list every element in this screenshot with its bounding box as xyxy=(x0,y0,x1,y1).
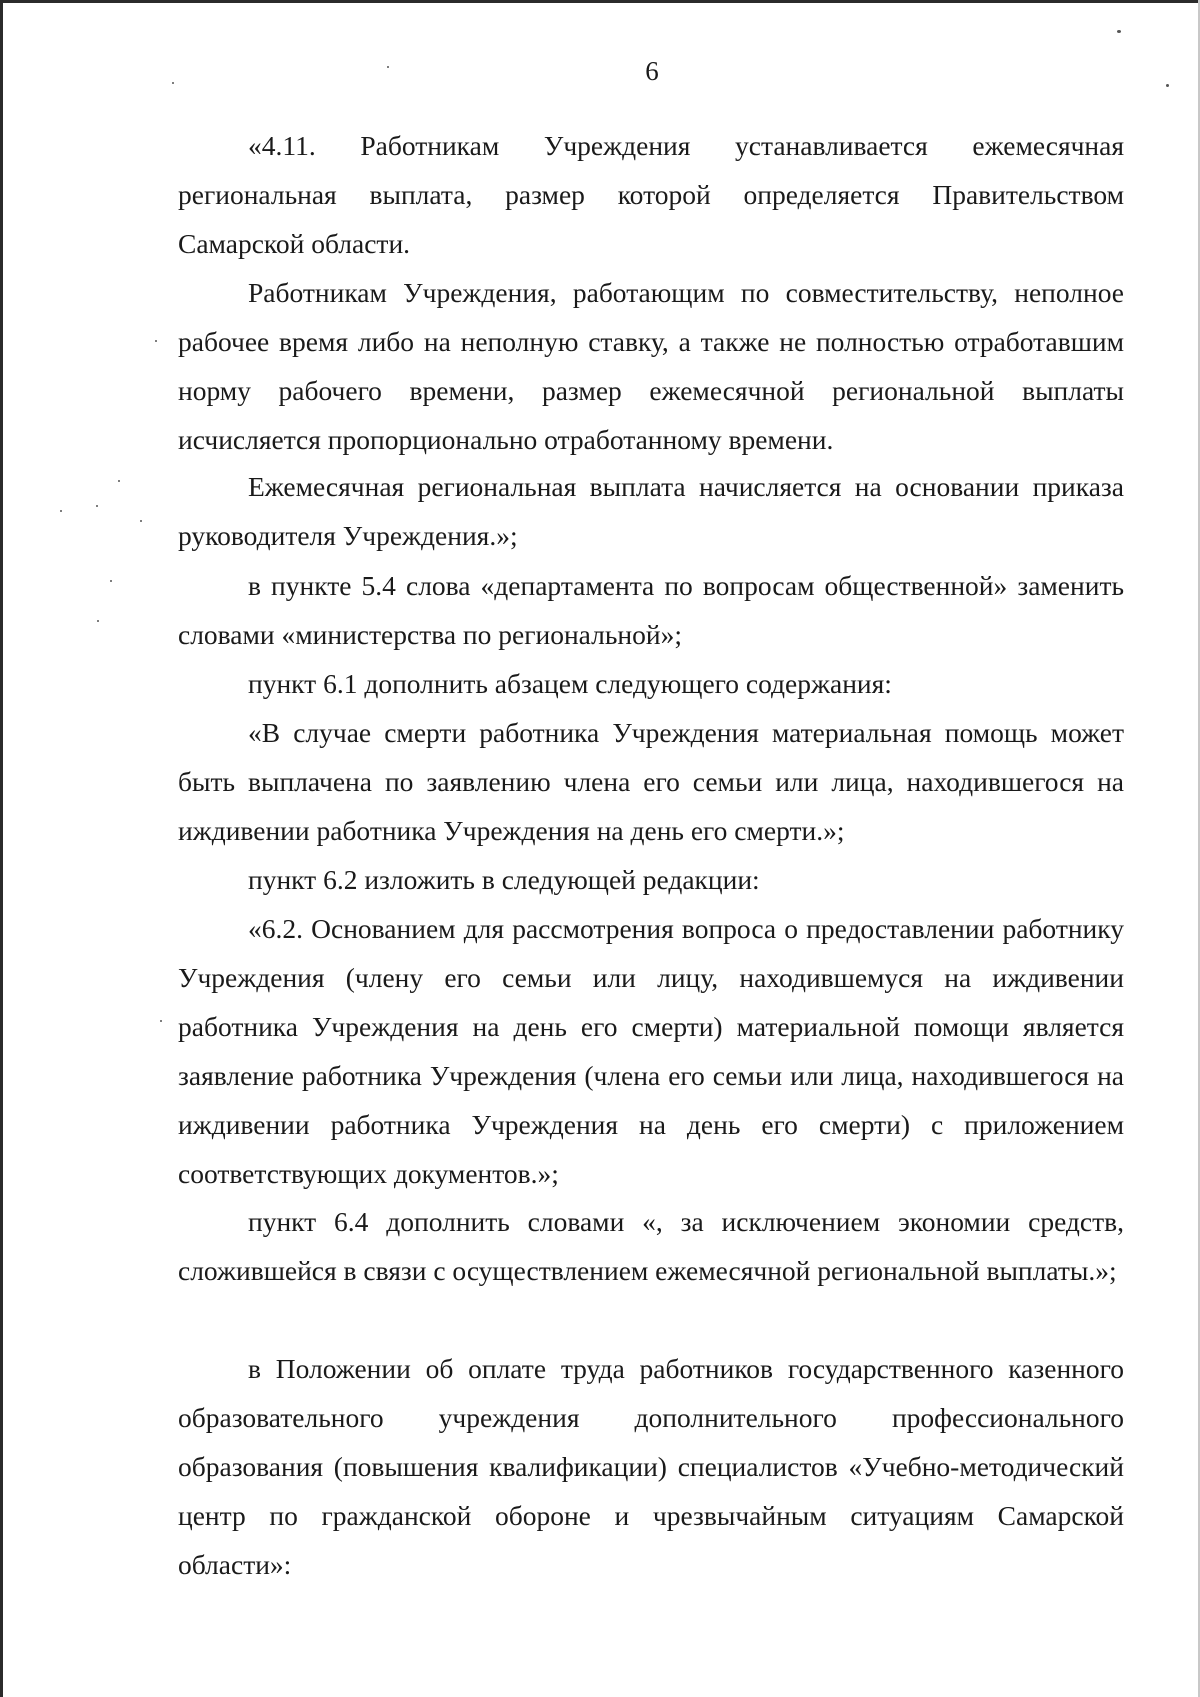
paragraph-clause-6-1: пункт 6.1 дополнить абзацем следующего содержания: xyxy=(248,668,892,699)
scan-speck xyxy=(140,520,142,522)
scan-border-left xyxy=(0,0,3,1697)
scan-speck xyxy=(155,340,157,342)
paragraph-6-2-text: «6.2. Основанием для рассмотрения вопроса о предоставлении работнику Учреждения (члену его семьи или лицу, находившемуся на иждивении работника Учреждения на день его смерти) материальной помощи является заявление работника Учреждения (члена его семьи или лица, находившегося на иждивении работника Учреждения на день его смерти) с приложением соответствующих документов.»; xyxy=(178,913,1124,1189)
scan-speck xyxy=(118,480,120,482)
paragraph-clause-6-2: пункт 6.2 изложить в следующей редакции: xyxy=(248,864,760,895)
scan-speck xyxy=(96,505,98,507)
paragraph-death-case: «В случае смерти работника Учреждения материальная помощь может быть выплачена по заявлению члена его семьи или лица, находившегося на иждивении работника Учреждения на день его смерти.»; xyxy=(178,717,1124,846)
paragraph-monthly-payment: Ежемесячная региональная выплата начисляется на основании приказа руководителя Учреждения.»; xyxy=(178,471,1124,551)
scan-speck xyxy=(110,580,112,582)
paragraph-4-11: «4.11. Работникам Учреждения устанавливается ежемесячная региональная выплата, размер которой определяется Правительством Самарской области. xyxy=(178,130,1124,259)
scan-speck xyxy=(97,620,99,622)
paragraph-part-time: Работникам Учреждения, работающим по совместительству, неполное рабочее время либо на неполную ставку, а также не полностью отработавшим норму рабочего времени, размер ежемесячной региональной выплаты исчисляется пропорционально отработанному времени. xyxy=(178,277,1124,455)
scan-speck xyxy=(387,66,389,68)
scan-speck xyxy=(1166,84,1169,87)
paragraph-clause-6-4: пункт 6.4 дополнить словами «, за исключением экономии средств, сложившейся в связи с осуществлением ежемесячной региональной выплаты.»; xyxy=(178,1206,1124,1286)
paragraph-regulation: в Положении об оплате труда работников государственного казенного образовательного учреждения дополнительного профессионального образования (повышения квалификации) специалистов «Учебно-методический центр по гражданской обороне и чрезвычайным ситуациям Самарской области»: xyxy=(178,1353,1124,1580)
page-number: 6 xyxy=(645,56,659,86)
paragraph-clause-5-4: в пункте 5.4 слова «департамента по вопросам общественной» заменить словами «министерства по региональной»; xyxy=(178,570,1124,650)
scan-speck xyxy=(1117,30,1121,33)
scan-speck xyxy=(172,82,174,84)
scan-speck xyxy=(160,1020,162,1022)
scan-speck xyxy=(60,510,62,512)
scan-border-top xyxy=(0,0,1200,3)
